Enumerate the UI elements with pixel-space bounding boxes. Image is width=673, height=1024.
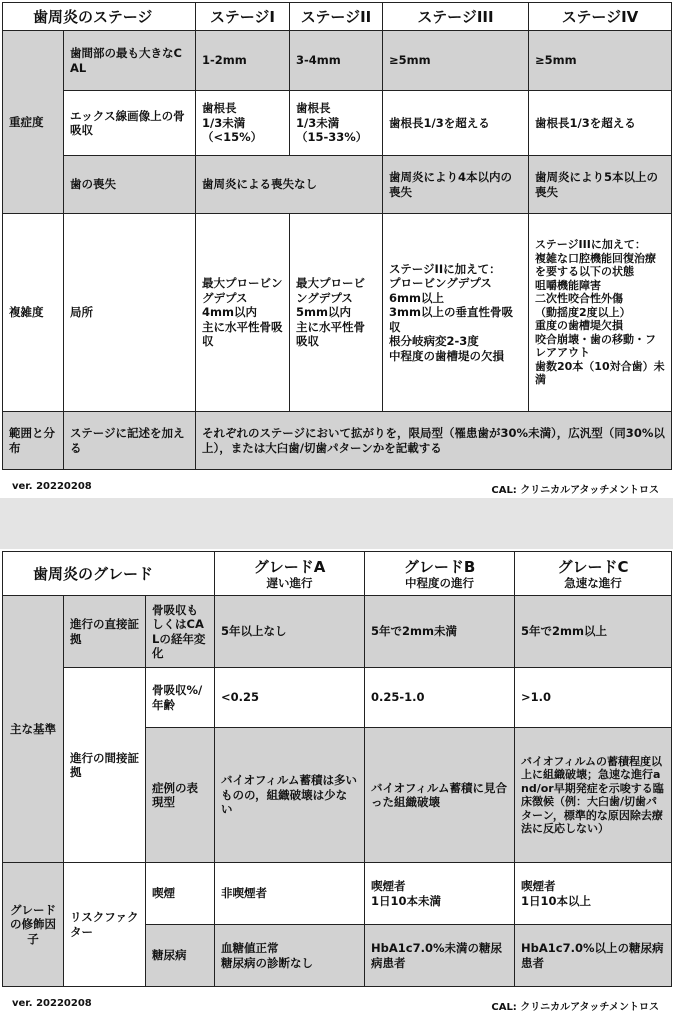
text-line: 3mm以上の垂直性骨吸収 [389,305,513,334]
extent-label: 範囲と分布 [3,412,64,470]
text-line: 二次性咬合性外傷 [535,292,623,306]
grade-table-title: 歯周炎のグレード [3,552,215,596]
direct-evidence-label: 進行の直接証拠 [64,596,146,668]
text-line: ステージIIに加えて： [389,261,501,276]
text-line: 1日10本以上 [521,893,592,908]
version-label: ver. 20220208 [12,998,92,1009]
risk-factor-label: リスクファクター [64,863,146,987]
grade-table [2,551,672,987]
text-line: プロービングデプス [389,276,492,291]
grade-sub: 急速な進行 [564,575,622,590]
complexity-stage1 [196,214,290,412]
complexity-stage3 [383,214,529,412]
direct-evidence-item: 骨吸収もしくはCALの経年変化 [146,596,215,668]
tooth-loss-stage3: 歯周炎により4本以内の喪失 [383,156,529,214]
main-criteria-label: 主な基準 [3,596,64,863]
text-line: 最大プロービングデプス [202,276,283,305]
text-line: 咬合崩壊・歯の移動・フレアアウト [535,332,656,360]
xray-stage3: 歯根長1/3を超える [383,91,529,156]
text-line: 5mm以内 [296,305,351,320]
cal-value: 1-2mm [196,31,290,91]
cal-value: 3-4mm [290,31,383,91]
phenotype-value: バイオフィルム蓄積は多いものの，組織破壊は少ない [215,728,365,863]
text-line: 最大プロービングデプス [296,276,365,305]
grade-panel [0,549,673,1024]
complexity-stage4 [529,214,672,412]
grade-name: グレードC [557,557,629,576]
cal-value: ≥5mm [383,31,529,91]
panel-divider [0,498,673,549]
text-line: 主に水平性骨吸収 [202,319,283,349]
stage-table-title: 歯周炎のステージ [3,3,196,31]
text-line: 1/3未満 [296,115,340,130]
xray-stage1 [196,91,290,156]
tooth-loss-stage4: 歯周炎により5本以上の喪失 [529,156,672,214]
bone-age-value: 0.25-1.0 [365,668,515,728]
bone-age-value: >1.0 [515,668,672,728]
text-line: 1日10本未満 [371,893,442,908]
text-line: 喫煙者 [521,879,556,893]
tooth-loss-stage12: 歯周炎による喪失なし [196,156,383,214]
text-line: 血糖値正常 [221,941,279,955]
phenotype-value: バイオフィルムの蓄積程度以上に組織破壊；急速な進行and/or早期発症を示唆する臨床徴候（例：大臼歯/切歯パターン，標準的な原因除去療法に反応しない） [515,728,672,863]
smoking-b [365,863,515,925]
grade-header [215,552,365,596]
text-line: ステージIIIに加えて： [535,238,646,252]
grade-header [515,552,672,596]
stage-header: ステージII [290,3,383,31]
grade-name: グレードB [403,557,476,576]
direct-value: 5年で2mm未満 [365,596,515,668]
text-line: 歯数20本（10対合歯）未満 [535,359,665,387]
text-line: 歯根長 [202,101,237,116]
grade-header [365,552,515,596]
stage-header: ステージIII [383,3,529,31]
grade-sub: 中程度の進行 [405,575,475,590]
direct-value: 5年で2mm以上 [515,596,672,668]
diabetes-b: HbA1c7.0%未満の糖尿病患者 [365,925,515,987]
text-line: （動揺度2度以上） [535,305,631,319]
complexity-stage2 [290,214,383,412]
text-line: 咀嚼機能障害 [535,278,601,292]
cal-note: CAL: クリニカルアタッチメントロス [491,1002,659,1013]
extent-desc: ステージに記述を加える [64,412,196,470]
text-line: 歯根長 [296,101,331,116]
cal-label: 歯間部の最も大きなCAL [64,31,196,91]
extent-value: それぞれのステージにおいて拡がりを，限局型（罹患歯が30%未満），広汎型（同30%以上），または大臼歯/切歯パターンかを記載する [196,412,672,470]
smoking-label: 喫煙 [146,863,215,925]
bone-age-label: 骨吸収%/年齢 [146,668,215,728]
text-line: 喫煙者 [371,879,406,893]
complexity-label: 複雑度 [3,214,64,412]
stage-header: ステージI [196,3,290,31]
text-line: 根分岐病変2-3度 [389,334,479,349]
grade-modifier-label: グレードの修飾因子 [3,863,64,987]
xray-label: エックス線画像上の骨吸収 [64,91,196,156]
phenotype-value: バイオフィルム蓄積に見合った組織破壊 [365,728,515,863]
text-line: 主に水平性骨吸収 [296,319,365,349]
diabetes-label: 糖尿病 [146,925,215,987]
stage-header: ステージIV [529,3,672,31]
text-line: 複雑な口腔機能回復治療を要する以下の状態 [535,251,656,279]
xray-stage4: 歯根長1/3を超える [529,91,672,156]
tooth-loss-label: 歯の喪失 [64,156,196,214]
direct-value: 5年以上なし [215,596,365,668]
text-line: 糖尿病の診断なし [221,955,314,970]
version-label: ver. 20220208 [12,481,92,492]
grade-sub: 遅い進行 [266,575,313,590]
text-line: 6mm以上 [389,290,444,305]
text-line: 中程度の歯槽堤の欠損 [389,348,504,363]
text-line: 重度の歯槽堤欠損 [535,319,623,333]
smoking-c [515,863,672,925]
cal-note: CAL: クリニカルアタッチメントロス [491,485,659,496]
stage-table [2,2,672,470]
smoking-a: 非喫煙者 [215,863,365,925]
text-line: 1/3未満 [202,115,246,130]
bone-age-value: <0.25 [215,668,365,728]
stage-panel [0,0,673,498]
diabetes-c: HbA1c7.0%以上の糖尿病患者 [515,925,672,987]
text-line: （15-33%） [296,130,368,145]
text-line: 4mm以内 [202,305,257,320]
cal-value: ≥5mm [529,31,672,91]
xray-stage2 [290,91,383,156]
text-line: （<15%） [202,130,263,145]
diabetes-a [215,925,365,987]
phenotype-label: 症例の表現型 [146,728,215,863]
local-label: 局所 [64,214,196,412]
grade-footer [0,989,673,1019]
severity-label: 重症度 [3,31,64,214]
grade-name: グレードA [253,557,326,576]
indirect-evidence-label: 進行の間接証拠 [64,668,146,863]
